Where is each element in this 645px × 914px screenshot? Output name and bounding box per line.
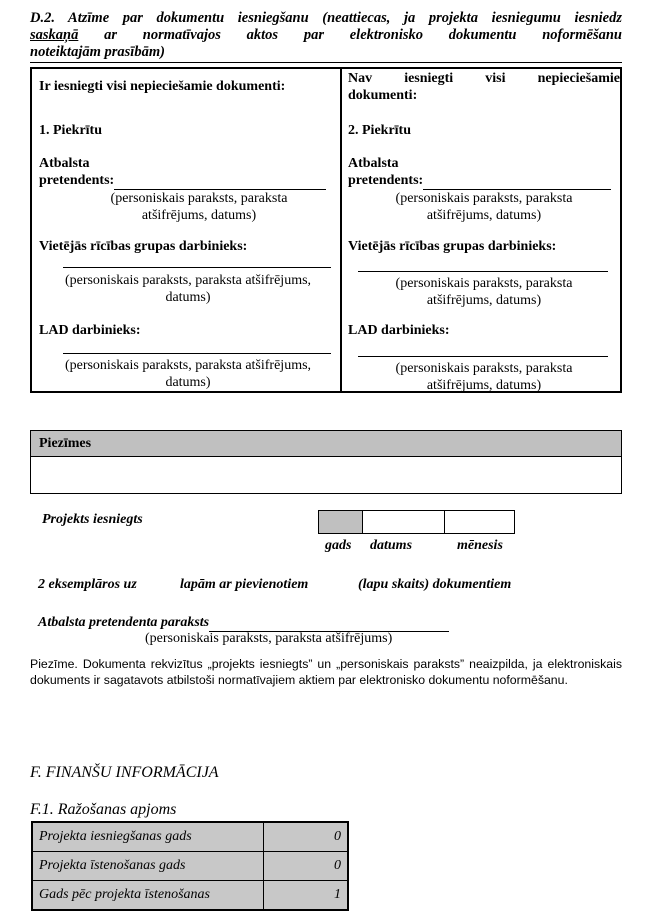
supporter-signature-field[interactable]: [114, 172, 326, 190]
row-label: Gads pēc projekta īstenošanas: [32, 881, 263, 911]
documents-submission-box: [30, 67, 622, 393]
supporter-label-line2-right: pretendents:: [348, 173, 424, 188]
production-volume-table: [31, 821, 349, 911]
date-caption: datums: [370, 538, 413, 553]
heading-line-1: D.2. Atzīme par dokumentu iesniegšanu (neattiecas, ja projekta iesniegumu iesniedz: [30, 10, 622, 26]
lad-caption-right-line2: atšifrējums, datums): [426, 378, 542, 393]
supporter-caption-right-line2: atšifrējums, datums): [426, 208, 542, 223]
all-documents-title: Ir iesniegti visi nepieciešamie dokumenti:: [39, 79, 286, 94]
supporter-label-line1: Atbalsta: [39, 156, 90, 171]
lag-employee-label-right: Vietējās rīcības grupas darbinieks:: [348, 239, 557, 254]
heading-line-3: noteiktajām prasībām): [30, 44, 622, 63]
copies-text-2: lapām ar pievienotiem: [180, 577, 309, 592]
supporter-label-line2: pretendents:: [39, 173, 115, 188]
row-value[interactable]: 0: [263, 852, 348, 881]
applicant-signature-label: Atbalsta pretendenta paraksts: [38, 615, 210, 630]
notes-input[interactable]: [31, 457, 621, 493]
applicant-signature-field[interactable]: [209, 613, 449, 632]
table-row: [32, 852, 348, 881]
month-field[interactable]: [445, 510, 515, 534]
lag-caption-right: [374, 275, 594, 309]
lad-caption-right: [374, 360, 594, 394]
lad-signature-field[interactable]: [63, 353, 331, 354]
supporter-caption-line2: atšifrējums, datums): [141, 208, 257, 223]
lag-caption: [44, 272, 332, 306]
heading-underlined-word: saskaņā: [30, 27, 79, 43]
copies-text-1: 2 eksemplāros uz: [38, 577, 137, 592]
table-row: [32, 881, 348, 911]
lag-signature-field-right[interactable]: [358, 271, 608, 272]
lag-employee-label: Vietējās rīcības grupas darbinieks:: [39, 239, 248, 254]
note-paragraph: Piezīme. Dokumenta rekvizītus „projekts iesniegts” un „personiskais paraksts” neaizpilda, ja elektroniskais dokuments ir sagatavots atbilstoši normatīvajiem aktiem par elektronisko dokumentu noformēšanu.: [30, 657, 622, 687]
year-caption: gads: [325, 538, 352, 553]
missing-documents-title-line1: Nav iesniegti visi nepieciešamie: [348, 71, 620, 86]
lag-caption-right-line1: (personiskais paraksts, paraksta: [395, 276, 573, 291]
lag-caption-right-line2: atšifrējums, datums): [426, 293, 542, 308]
lag-caption-line2: datums): [165, 290, 211, 305]
agree-option-2[interactable]: 2. Piekrītu: [348, 123, 411, 138]
table-row: [32, 822, 348, 852]
month-caption: mēnesis: [457, 538, 503, 553]
lad-caption-line2: datums): [165, 375, 211, 390]
lad-employee-label-right: LAD darbinieks:: [348, 323, 450, 338]
supporter-caption-right: [374, 190, 594, 224]
supporter-caption-right-line1: (personiskais paraksts, paraksta: [395, 191, 573, 206]
supporter-caption: [89, 190, 309, 224]
column-divider: [340, 69, 342, 391]
row-label: Projekta īstenošanas gads: [32, 852, 263, 881]
lad-signature-field-right[interactable]: [358, 356, 608, 357]
supporter-label-line1-right: Atbalsta: [348, 156, 399, 171]
row-label: Projekta iesniegšanas gads: [32, 822, 263, 852]
notes-box: [30, 430, 622, 494]
applicant-signature-row: [38, 613, 449, 632]
lag-signature-field[interactable]: [63, 267, 331, 268]
lad-employee-label: LAD darbinieks:: [39, 323, 141, 338]
heading-line-2: [30, 27, 622, 44]
applicant-signature-caption: (personiskais paraksts, paraksta atšifrējums): [145, 631, 393, 646]
year-field[interactable]: [318, 510, 363, 534]
notes-title: Piezīmes: [31, 431, 621, 457]
supporter-signature-row-right: [348, 172, 611, 190]
supporter-caption-line1: (personiskais paraksts, paraksta: [110, 191, 288, 206]
agree-option-1[interactable]: 1. Piekrītu: [39, 123, 102, 138]
copies-text-3: (lapu skaits) dokumentiem: [358, 577, 512, 592]
submitted-date-fields: [318, 510, 515, 534]
lad-caption-line1: (personiskais paraksts, paraksta atšifrējums,: [64, 358, 312, 373]
section-f1-title: F.1. Ražošanas apjoms: [30, 801, 177, 818]
lad-caption: [44, 357, 332, 391]
heading-line-2-rest: ar normatīvajos aktos par elektronisko dokumentu noformēšanu: [78, 27, 622, 43]
missing-documents-title-line2: dokumenti:: [348, 88, 418, 103]
lag-caption-line1: (personiskais paraksts, paraksta atšifrējums,: [64, 273, 312, 288]
supporter-signature-row: [39, 172, 326, 190]
section-f-title: F. FINANŠU INFORMĀCIJA: [30, 764, 219, 781]
lad-caption-right-line1: (personiskais paraksts, paraksta: [395, 361, 573, 376]
row-value[interactable]: 1: [263, 881, 348, 911]
date-field[interactable]: [363, 510, 445, 534]
row-value[interactable]: 0: [263, 822, 348, 852]
supporter-signature-field-right[interactable]: [423, 172, 611, 190]
section-d2-heading: [30, 10, 622, 63]
project-submitted-label: Projekts iesniegts: [42, 512, 143, 527]
